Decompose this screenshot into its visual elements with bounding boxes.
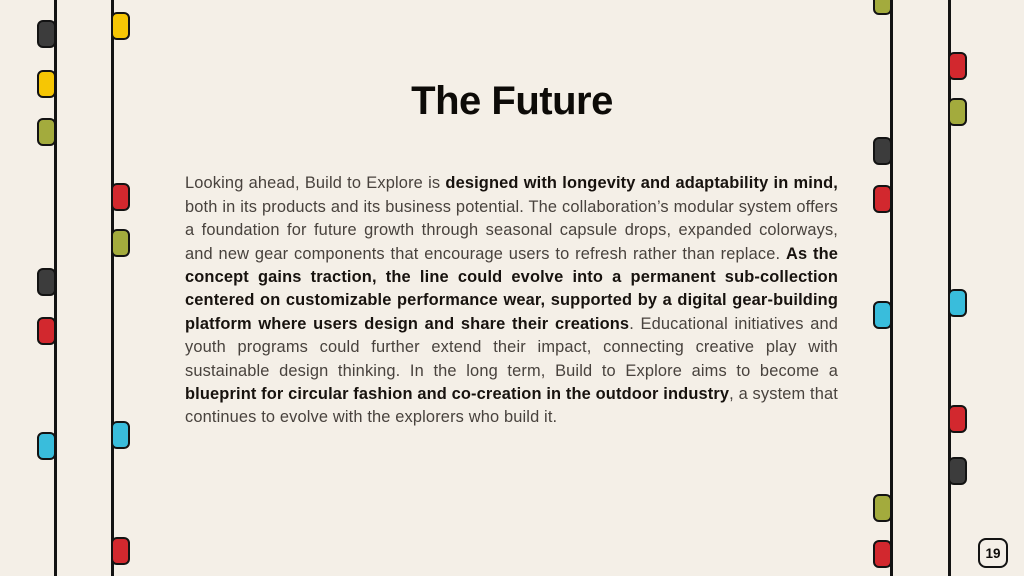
text-segment: , a system that continues to evolve with the explorers who build it. <box>185 385 838 427</box>
dark-tab-icon <box>37 20 56 48</box>
olive-tab-icon <box>873 0 892 15</box>
cyan-tab-icon <box>873 301 892 329</box>
red-tab-icon <box>873 185 892 213</box>
dark-tab-icon <box>948 457 967 485</box>
text-segment: both in its products and its business potential. The collaboration’s modular system offers a foundation for future growth through seasonal capsule drops, expanded colorways, and new gear components that encourage users to refresh rather than replace. <box>185 197 838 263</box>
cyan-tab-icon <box>37 432 56 460</box>
olive-tab-icon <box>873 494 892 522</box>
red-tab-icon <box>873 540 892 568</box>
page-number-badge <box>978 538 1008 568</box>
red-tab-icon <box>111 183 130 211</box>
olive-tab-icon <box>111 229 130 257</box>
text-segment: Looking ahead, Build to Explore is <box>185 174 446 193</box>
body-paragraph <box>185 172 838 429</box>
bold-text-segment: blueprint for circular fashion and co-creation in the outdoor industry <box>185 385 730 404</box>
red-tab-icon <box>948 52 967 80</box>
dark-tab-icon <box>873 137 892 165</box>
cyan-tab-icon <box>111 421 130 449</box>
yellow-tab-icon <box>111 12 130 40</box>
page-title: The Future <box>411 78 613 123</box>
page-number: 19 <box>985 545 1001 561</box>
bold-text-segment: As the concept gains traction, the line could evolve into a permanent sub-collection centered on customizable performance wear, supported by a digital gear-building platform where users design and share their creations <box>185 244 838 333</box>
red-tab-icon <box>37 317 56 345</box>
red-tab-icon <box>948 405 967 433</box>
cyan-tab-icon <box>948 289 967 317</box>
dark-tab-icon <box>37 268 56 296</box>
text-segment: . Educational initiatives and youth programs could further extend their impact, connecting creative play with sustainable design thinking. In the long term, Build to Explore aims to become a <box>185 314 839 380</box>
bold-text-segment: designed with longevity and adaptability in mind, <box>445 174 838 193</box>
red-tab-icon <box>111 537 130 565</box>
